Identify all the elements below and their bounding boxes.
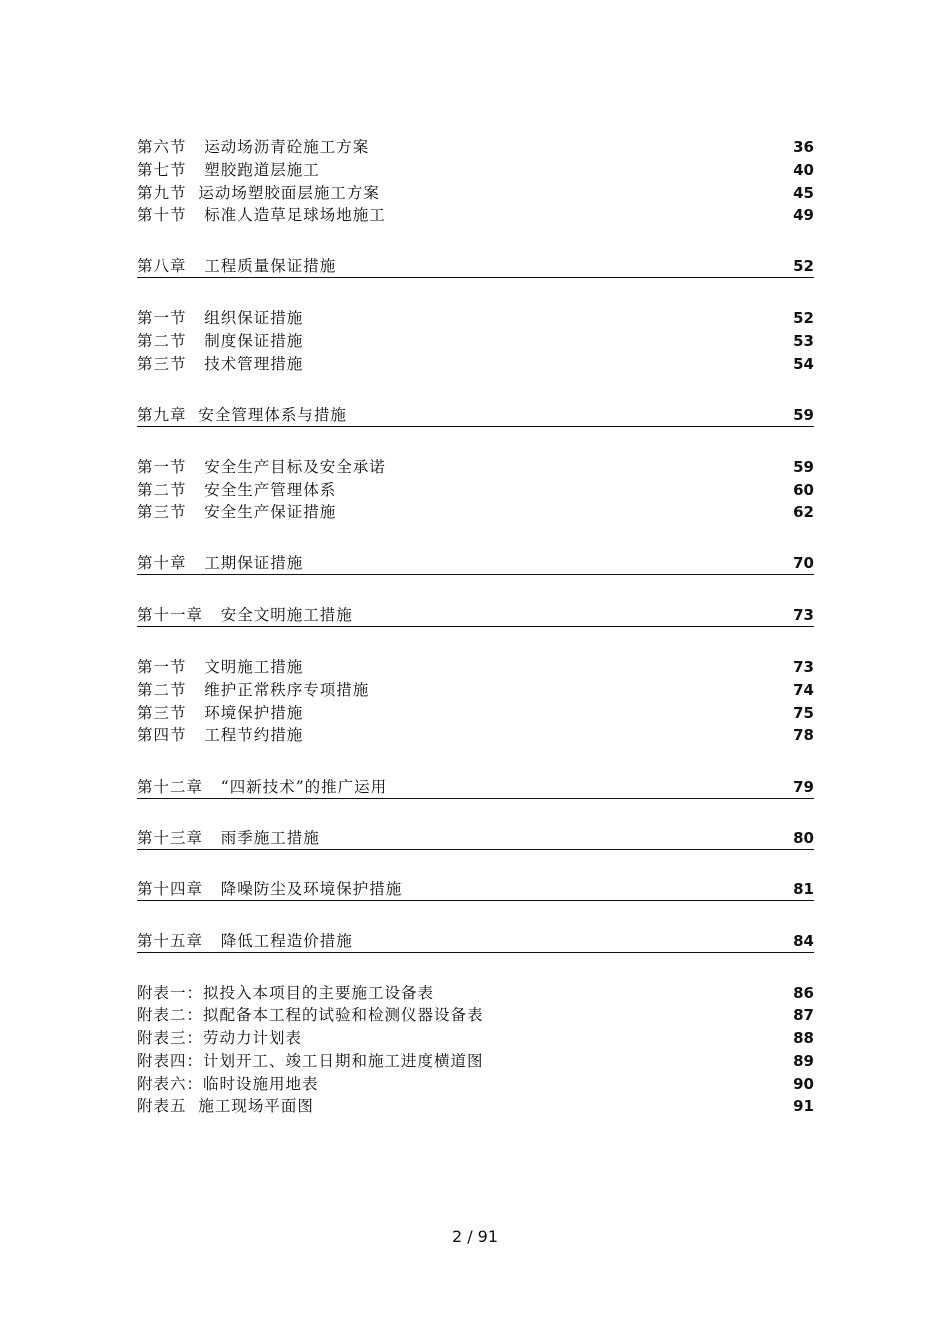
toc-appendix-row[interactable]	[137, 1095, 814, 1117]
toc-section-row[interactable]	[137, 656, 814, 678]
toc-entry-page-number: 53	[793, 332, 814, 350]
toc-entry-page-number: 86	[793, 984, 814, 1002]
toc-entry-title: 第一节 组织保证措施	[137, 309, 304, 327]
toc-entry-page-number: 49	[793, 206, 814, 224]
toc-chapter-row[interactable]	[137, 827, 814, 850]
toc-entry-page-number: 40	[793, 161, 814, 179]
page-number: 2 / 91	[451, 1227, 499, 1246]
toc-entry-page-number: 84	[793, 932, 814, 950]
toc-entry-title: 第三节 环境保护措施	[137, 704, 304, 722]
toc-appendix-row[interactable]	[137, 1027, 814, 1049]
toc-section-row[interactable]	[137, 330, 814, 352]
toc-entry-title: 第七节 塑胶跑道层施工	[137, 161, 320, 179]
toc-entry-page-number: 90	[793, 1075, 814, 1093]
toc-appendix-row[interactable]	[137, 1073, 814, 1095]
toc-entry-title: 第十章 工期保证措施	[137, 554, 304, 572]
toc-chapter-row[interactable]	[137, 255, 814, 278]
toc-entry-title: 第十节 标准人造草足球场地施工	[137, 206, 386, 224]
toc-entry-title: 第八章 工程质量保证措施	[137, 257, 337, 275]
toc-section-row[interactable]	[137, 182, 814, 204]
toc-chapter-row[interactable]	[137, 552, 814, 575]
toc-entry-title: 附表四：计划开工、竣工日期和施工进度横道图	[137, 1052, 484, 1070]
toc-entry-title: 第六节 运动场沥青砼施工方案	[137, 138, 370, 156]
toc-section-row[interactable]	[137, 501, 814, 523]
toc-entry-page-number: 87	[793, 1006, 814, 1024]
toc-entry-page-number: 54	[793, 355, 814, 373]
toc-entry-title: 附表三：劳动力计划表	[137, 1029, 303, 1047]
toc-entry-title: 第一节 安全生产目标及安全承诺	[137, 458, 386, 476]
toc-chapter-row[interactable]	[137, 776, 814, 799]
toc-entry-title: 第二节 安全生产管理体系	[137, 481, 337, 499]
toc-entry-title: 附表六：临时设施用地表	[137, 1075, 319, 1093]
toc-entry-page-number: 73	[793, 606, 814, 624]
toc-section-row[interactable]	[137, 353, 814, 375]
toc-appendix-row[interactable]	[137, 1004, 814, 1026]
toc-entry-page-number: 52	[793, 257, 814, 275]
toc-chapter-row[interactable]	[137, 930, 814, 953]
toc-entry-page-number: 45	[793, 184, 814, 202]
toc-section-row[interactable]	[137, 702, 814, 724]
toc-entry-title: 第九章 安全管理体系与措施	[137, 406, 347, 424]
toc-entry-title: 附表二：拟配备本工程的试验和检测仪器设备表	[137, 1006, 484, 1024]
toc-section-row[interactable]	[137, 724, 814, 746]
toc-entry-title: 附表一：拟投入本项目的主要施工设备表	[137, 984, 435, 1002]
toc-section-row[interactable]	[137, 136, 814, 158]
toc-entry-page-number: 70	[793, 554, 814, 572]
toc-section-row[interactable]	[137, 679, 814, 701]
toc-chapter-row[interactable]	[137, 878, 814, 901]
toc-entry-title: 第三节 安全生产保证措施	[137, 503, 337, 521]
toc-entry-page-number: 36	[793, 138, 814, 156]
toc-section-row[interactable]	[137, 307, 814, 329]
toc-entry-title: 第二节 维护正常秩序专项措施	[137, 681, 370, 699]
toc-entry-page-number: 59	[793, 458, 814, 476]
toc-chapter-row[interactable]	[137, 604, 814, 627]
toc-entry-page-number: 79	[793, 778, 814, 796]
toc-entry-page-number: 88	[793, 1029, 814, 1047]
toc-section-row[interactable]	[137, 479, 814, 501]
toc-entry-page-number: 60	[793, 481, 814, 499]
toc-entry-page-number: 81	[793, 880, 814, 898]
toc-entry-title: 第十五章 降低工程造价措施	[137, 932, 353, 950]
toc-entry-page-number: 75	[793, 704, 814, 722]
toc-entry-page-number: 80	[793, 829, 814, 847]
toc-entry-page-number: 73	[793, 658, 814, 676]
toc-entry-title: 第三节 技术管理措施	[137, 355, 304, 373]
toc-entry-page-number: 91	[793, 1097, 814, 1115]
toc-entry-title: 第十一章 安全文明施工措施	[137, 606, 353, 624]
toc-entry-page-number: 62	[793, 503, 814, 521]
toc-entry-title: 第二节 制度保证措施	[137, 332, 304, 350]
toc-entry-title: 第一节 文明施工措施	[137, 658, 304, 676]
toc-appendix-row[interactable]	[137, 982, 814, 1004]
toc-entry-title: 第四节 工程节约措施	[137, 726, 304, 744]
toc-entry-title: 第十三章 雨季施工措施	[137, 829, 320, 847]
toc-appendix-row[interactable]	[137, 1050, 814, 1072]
toc-entry-title: 第十二章 “四新技术”的推广运用	[137, 778, 388, 796]
toc-section-row[interactable]	[137, 204, 814, 226]
toc-section-row[interactable]	[137, 159, 814, 181]
toc-chapter-row[interactable]	[137, 404, 814, 427]
toc-entry-page-number: 74	[793, 681, 814, 699]
toc-entry-page-number: 52	[793, 309, 814, 327]
toc-entry-page-number: 89	[793, 1052, 814, 1070]
toc-entry-title: 附表五 施工现场平面图	[137, 1097, 314, 1115]
toc-entry-page-number: 78	[793, 726, 814, 744]
toc-entry-title: 第九节 运动场塑胶面层施工方案	[137, 184, 380, 202]
toc-entry-title: 第十四章 降噪防尘及环境保护措施	[137, 880, 403, 898]
toc-entry-page-number: 59	[793, 406, 814, 424]
toc-section-row[interactable]	[137, 456, 814, 478]
